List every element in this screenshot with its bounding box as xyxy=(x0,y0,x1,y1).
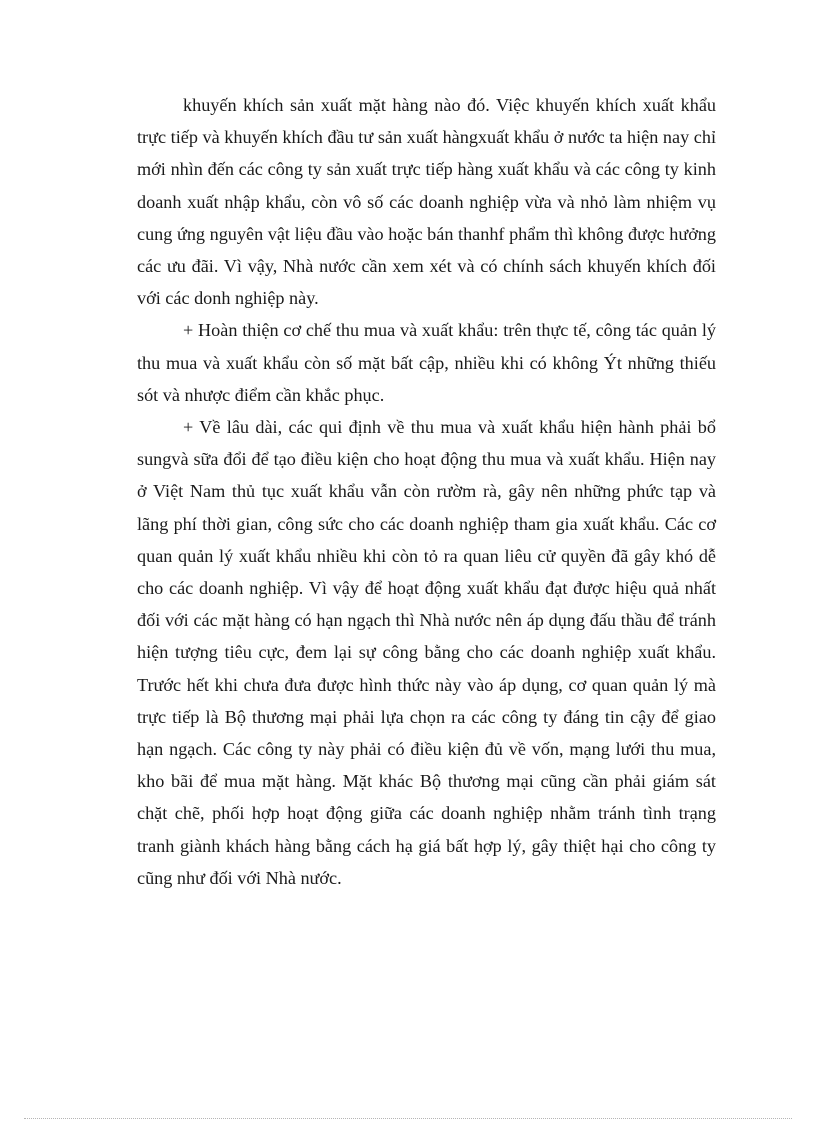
paragraph-export-incentives: khuyến khích sản xuất mặt hàng nào đó. Việc khuyến khích xuất khẩu trực tiếp và khuyến khích đầu tư sản xuất hàngxuất khẩu ở nước ta hiện nay chỉ mới nhìn đến các công ty sản xuất trực tiếp hàng xuất khẩu và các công ty kinh doanh xuất nhập khẩu, còn vô số các doanh nghiệp vừa và nhỏ làm nhiệm vụ cung ứng nguyên vật liệu đầu vào hoặc bán thanhf phẩm thì không được hưởng các ưu đãi. Vì vậy, Nhà nước cần xem xét và có chính sách khuyến khích đối với các donh nghiệp này. xyxy=(137,95,716,309)
paragraph-purchasing-mechanism: + Hoàn thiện cơ chế thu mua và xuất khẩu: trên thực tế, công tác quản lý thu mua và xuất khẩu còn số mặt bất cập, nhiều khi có không Ýt những thiếu sót và nhược điểm cần khắc phục. xyxy=(137,320,716,405)
page-bottom-divider xyxy=(24,1118,792,1119)
document-body xyxy=(137,89,716,894)
paragraph-long-term-regulations: + Về lâu dài, các qui định về thu mua và xuất khẩu hiện hành phải bổ sungvà sữa đổi để tạo điều kiện cho hoạt động thu mua và xuất khẩu. Hiện nay ở Việt Nam thủ tục xuất khẩu vẫn còn rườm rà, gây nên những phức tạp và lãng phí thời gian, công sức cho các doanh nghiệp tham gia xuất khẩu. Các cơ quan quản lý xuất khẩu nhiều khi còn tỏ ra quan liêu cử quyền đã gây khó dễ cho các doanh nghiệp. Vì vậy để hoạt động xuất khẩu đạt được hiệu quả nhất đối với các mặt hàng có hạn ngạch thì Nhà nước nên áp dụng đấu thầu để tránh hiện tượng tiêu cực, đem lại sự công bằng cho các doanh nghiệp xuất khẩu. Trước hết khi chưa đưa được hình thức này vào áp dụng, cơ quan quản lý mà trực tiếp là Bộ thương mại phải lựa chọn ra các công ty đáng tin cậy để giao hạn ngạch. Các công ty này phải có điều kiện đủ về vốn, mạng lưới thu mua, kho bãi để mua mặt hàng. Mặt khác Bộ thương mại cũng cần phải giám sát chặt chẽ, phối hợp hoạt động giữa các doanh nghiệp nhằm tránh tình trạng tranh giành khách hàng bằng cách hạ giá bất hợp lý, gây thiệt hại cho công ty cũng như đối với Nhà nước. xyxy=(137,417,716,888)
